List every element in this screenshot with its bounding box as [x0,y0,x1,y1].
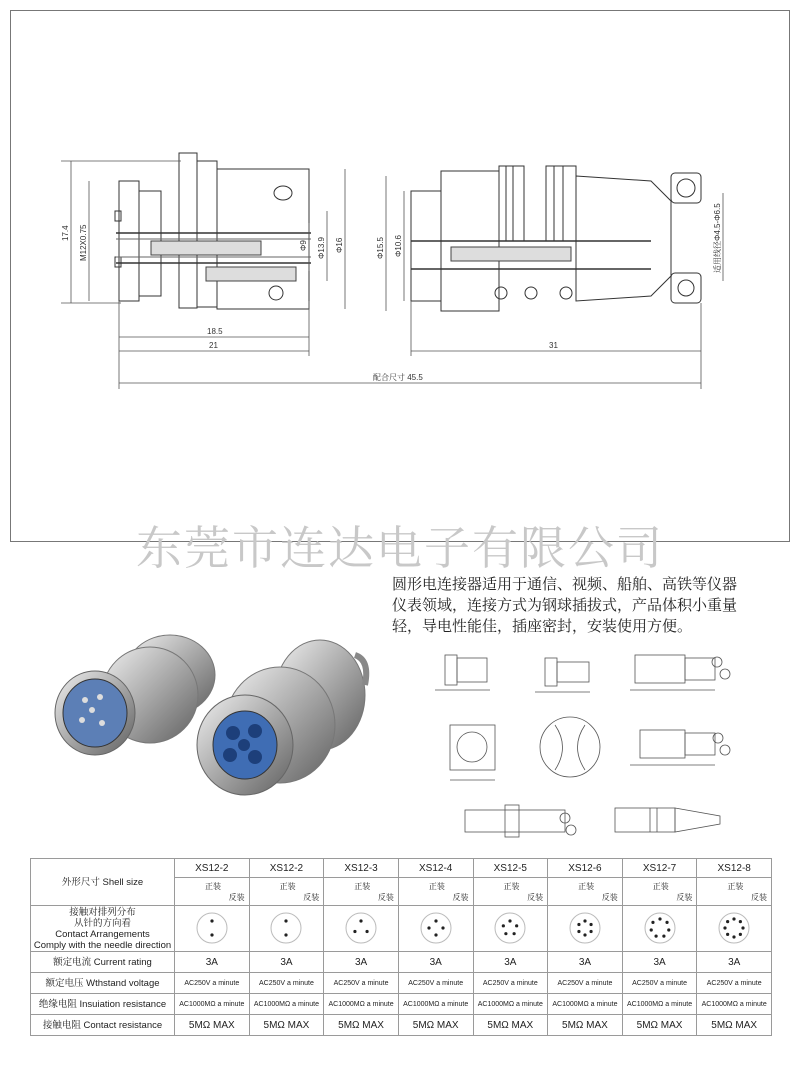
pin-dot [210,919,213,922]
pin-layout-ring [346,913,376,943]
pin-dot [441,926,444,929]
socket-washer [197,161,217,307]
current-cell: 3A [548,952,623,973]
mount-front-label: 正装 [354,881,371,891]
dim-17-4: 17.4 [61,225,70,241]
dim-31: 31 [549,341,558,350]
mount-rear-label: 反装 [303,892,320,902]
mount-rear-label: 反装 [527,892,544,902]
voltage-cell: AC250V a minute [697,973,772,994]
pin-dot [285,919,288,922]
thumbnail-drawings [425,640,765,850]
cable-clamp-screw-2 [671,273,701,303]
pin-dot [654,934,657,937]
mount-cell [398,878,473,906]
current-cell: 3A [324,952,399,973]
pin-dot [651,920,654,923]
pin-dot [583,933,586,936]
pin-layout-diagram [568,911,602,945]
pin-dot [515,924,518,927]
pin-dot [665,920,668,923]
spec-table [30,858,772,1036]
mount-cell [622,878,697,906]
contact-resistance-cell: 5MΩ MAX [548,1015,623,1036]
voltage-cell: AC250V a minute [548,973,623,994]
mount-front-label: 正装 [428,881,445,891]
contact-resistance-cell: 5MΩ MAX [697,1015,772,1036]
mount-cell [324,878,399,906]
socket-ball [269,286,283,300]
insulation-cell: AC1000MΩ a minute [473,994,548,1015]
current-cell: 3A [249,952,324,973]
model-cell: XS12-6 [548,859,623,878]
pin-dot [742,926,745,929]
contact-resistance-cell: 5MΩ MAX [249,1015,324,1036]
thumb-flange-front [450,725,495,780]
pin-layout-ring [570,913,600,943]
description-line: 仪表领域，连接方式为钢球插拔式，产品体积小重量 [392,596,738,614]
pin-dot [285,933,288,936]
model-cell: XS12-2 [175,859,250,878]
contact-resistance-cell: 5MΩ MAX [175,1015,250,1036]
cable-clamp-screw [671,173,701,203]
mount-rear-label: 反装 [676,892,693,902]
pin-layout-cell [398,906,473,952]
mount-front-label: 正装 [652,881,669,891]
pin-layout-diagram [344,911,378,945]
socket-hex-nut [179,153,197,308]
model-cell: XS12-2 [249,859,324,878]
pin-layout-cell [249,906,324,952]
dim-9: Φ9 [299,240,308,251]
current-cell: 3A [473,952,548,973]
socket-photo [55,635,215,755]
socket-flange [119,181,139,301]
row-header-insulation: 绝缘电阻 Insuiation resistance [31,994,175,1015]
current-cell: 3A [697,952,772,973]
mount-cell [473,878,548,906]
pin-layout-cell [175,906,250,952]
dim-13-9: Φ13.9 [317,237,326,259]
arrangement-label: Comply with the needle direction [33,939,172,951]
product-description [392,574,792,637]
mount-front-label: 正装 [205,881,221,891]
model-cell: XS12-5 [473,859,548,878]
dim-15-5: Φ15.5 [376,237,385,259]
voltage-cell: AC250V a minute [249,973,324,994]
arrangement-label: Contact Arrangements [55,928,150,940]
pin-dot [577,922,580,925]
model-cell: XS12-4 [398,859,473,878]
mount-cell [697,878,772,906]
mount-cell [548,878,623,906]
insulation-cell: AC1000MΩ a minute [249,994,324,1015]
mount-front-label: 正装 [578,881,595,891]
pin-layout-ring [271,913,301,943]
pin-layout-cell [548,906,623,952]
plug-tail [576,176,671,301]
pin-dot [649,928,652,931]
mount-rear-label: 反装 [601,892,618,902]
pin-dot [667,928,670,931]
socket-latch [274,186,292,200]
mount-front-label: 正装 [503,881,520,891]
dim-cable: 适用线径Φ4.5-Φ6.5 [713,203,722,273]
mount-cell [249,878,324,906]
pin-layout-diagram [717,911,751,945]
plug-photo [197,640,366,795]
pin-layout-diagram [419,911,453,945]
contact-resistance-cell: 5MΩ MAX [324,1015,399,1036]
model-cell: XS12-7 [622,859,697,878]
current-cell: 3A [398,952,473,973]
pin-layout-ring [421,913,451,943]
pin-dot [513,932,516,935]
insulation-cell: AC1000MΩ a minute [324,994,399,1015]
pin-dot [658,917,661,920]
thumb-plug-side-2 [630,730,730,765]
insulation-cell: AC1000MΩ a minute [548,994,623,1015]
voltage-cell: AC250V a minute [175,973,250,994]
pin-dot [733,917,736,920]
pin-dot [726,932,729,935]
dim-16: Φ16 [335,237,344,253]
dim-18-5: 18.5 [207,327,223,336]
pin-layout-diagram [493,911,527,945]
pin-layout-diagram [195,911,229,945]
insulation-cell: AC1000MΩ a minute [622,994,697,1015]
mount-front-label: 正装 [279,881,296,891]
description-line: 轻，导电性能佳，插座密封，安装使用方便。 [392,617,693,635]
pin-layout-cell [622,906,697,952]
thumb-plug-taper [615,808,720,832]
dim-10-6: Φ10.6 [394,235,403,257]
mount-rear-label: 反装 [377,892,394,902]
thumb-socket-flange [535,658,590,692]
technical-drawing [10,10,790,542]
pin-dot [739,932,742,935]
arrangement-label: 接触对排列分布 [69,906,136,918]
thumb-contact-front [540,717,600,777]
pin-tail-2 [115,257,121,267]
pin-dot [739,920,742,923]
dim-21: 21 [209,341,218,350]
pin-dot [724,926,727,929]
drawing-svg [11,11,791,543]
pin-dot [427,926,430,929]
plug-nose [411,191,441,301]
pin-dot [509,919,512,922]
plug-knurl-1 [499,166,524,241]
pin-dot [366,929,369,932]
thumb-socket-side [435,655,490,690]
mount-cell [175,878,250,906]
pin-layout-diagram [643,911,677,945]
description-line: 圆形电连接器适用于通信、视频、船舶、高铁等仪器 [392,575,738,593]
pin-dot [210,933,213,936]
pin-dot [733,935,736,938]
pin-layout-cell [473,906,548,952]
mount-rear-label: 反装 [452,892,469,902]
insulation-cell: AC1000MΩ a minute [175,994,250,1015]
pin-dot [589,922,592,925]
dim-m12: M12X0.75 [79,224,88,261]
contact-resistance-cell: 5MΩ MAX [473,1015,548,1036]
voltage-cell: AC250V a minute [473,973,548,994]
pin-layout-diagram [269,911,303,945]
pin-layout-ring [197,913,227,943]
insulation-cell: AC1000MΩ a minute [398,994,473,1015]
pin-layout-ring [495,913,525,943]
row-header-current: 额定电流 Current rating [31,952,175,973]
dim-total: 配合尺寸 45.5 [373,373,423,382]
voltage-cell: AC250V a minute [622,973,697,994]
mount-rear-label: 反装 [228,892,245,902]
pin-dot [353,929,356,932]
current-cell: 3A [622,952,697,973]
pin-dot [662,934,665,937]
pin-dot [577,929,580,932]
contact-resistance-cell: 5MΩ MAX [622,1015,697,1036]
pin-dot [726,920,729,923]
company-watermark: 东莞市连达电子有限公司 [136,521,664,575]
pin-dot [505,932,508,935]
pin-tail-1 [115,211,121,221]
arrangement-label: 从针的方向看 [73,917,131,929]
current-cell: 3A [175,952,250,973]
pin-layout-cell [697,906,772,952]
pin-dot [434,933,437,936]
thumb-plug-side [630,655,730,690]
pin-dot [502,924,505,927]
pin-dot [583,919,586,922]
thumb-plug-long [465,805,576,837]
pin-dot [359,919,362,922]
pin-dot [589,929,592,932]
voltage-cell: AC250V a minute [398,973,473,994]
contact-resistance-cell: 5MΩ MAX [398,1015,473,1036]
mount-front-label: 正装 [727,881,744,891]
product-photo [40,615,400,815]
row-header-voltage: 额定电压 Wthstand voltage [31,973,175,994]
row-header-contact: 接触电阻 Contact resistance [31,1015,175,1036]
row-header-arrangement [31,906,175,952]
pin-dot [434,919,437,922]
row-header-shell-size: 外形尺寸 Shell size [31,859,175,906]
insulation-cell: AC1000MΩ a minute [697,994,772,1015]
model-cell: XS12-3 [324,859,399,878]
voltage-cell: AC250V a minute [324,973,399,994]
plug-knurl-2 [546,166,576,241]
model-cell: XS12-8 [697,859,772,878]
pin-layout-cell [324,906,399,952]
mount-rear-label: 反装 [751,892,767,902]
